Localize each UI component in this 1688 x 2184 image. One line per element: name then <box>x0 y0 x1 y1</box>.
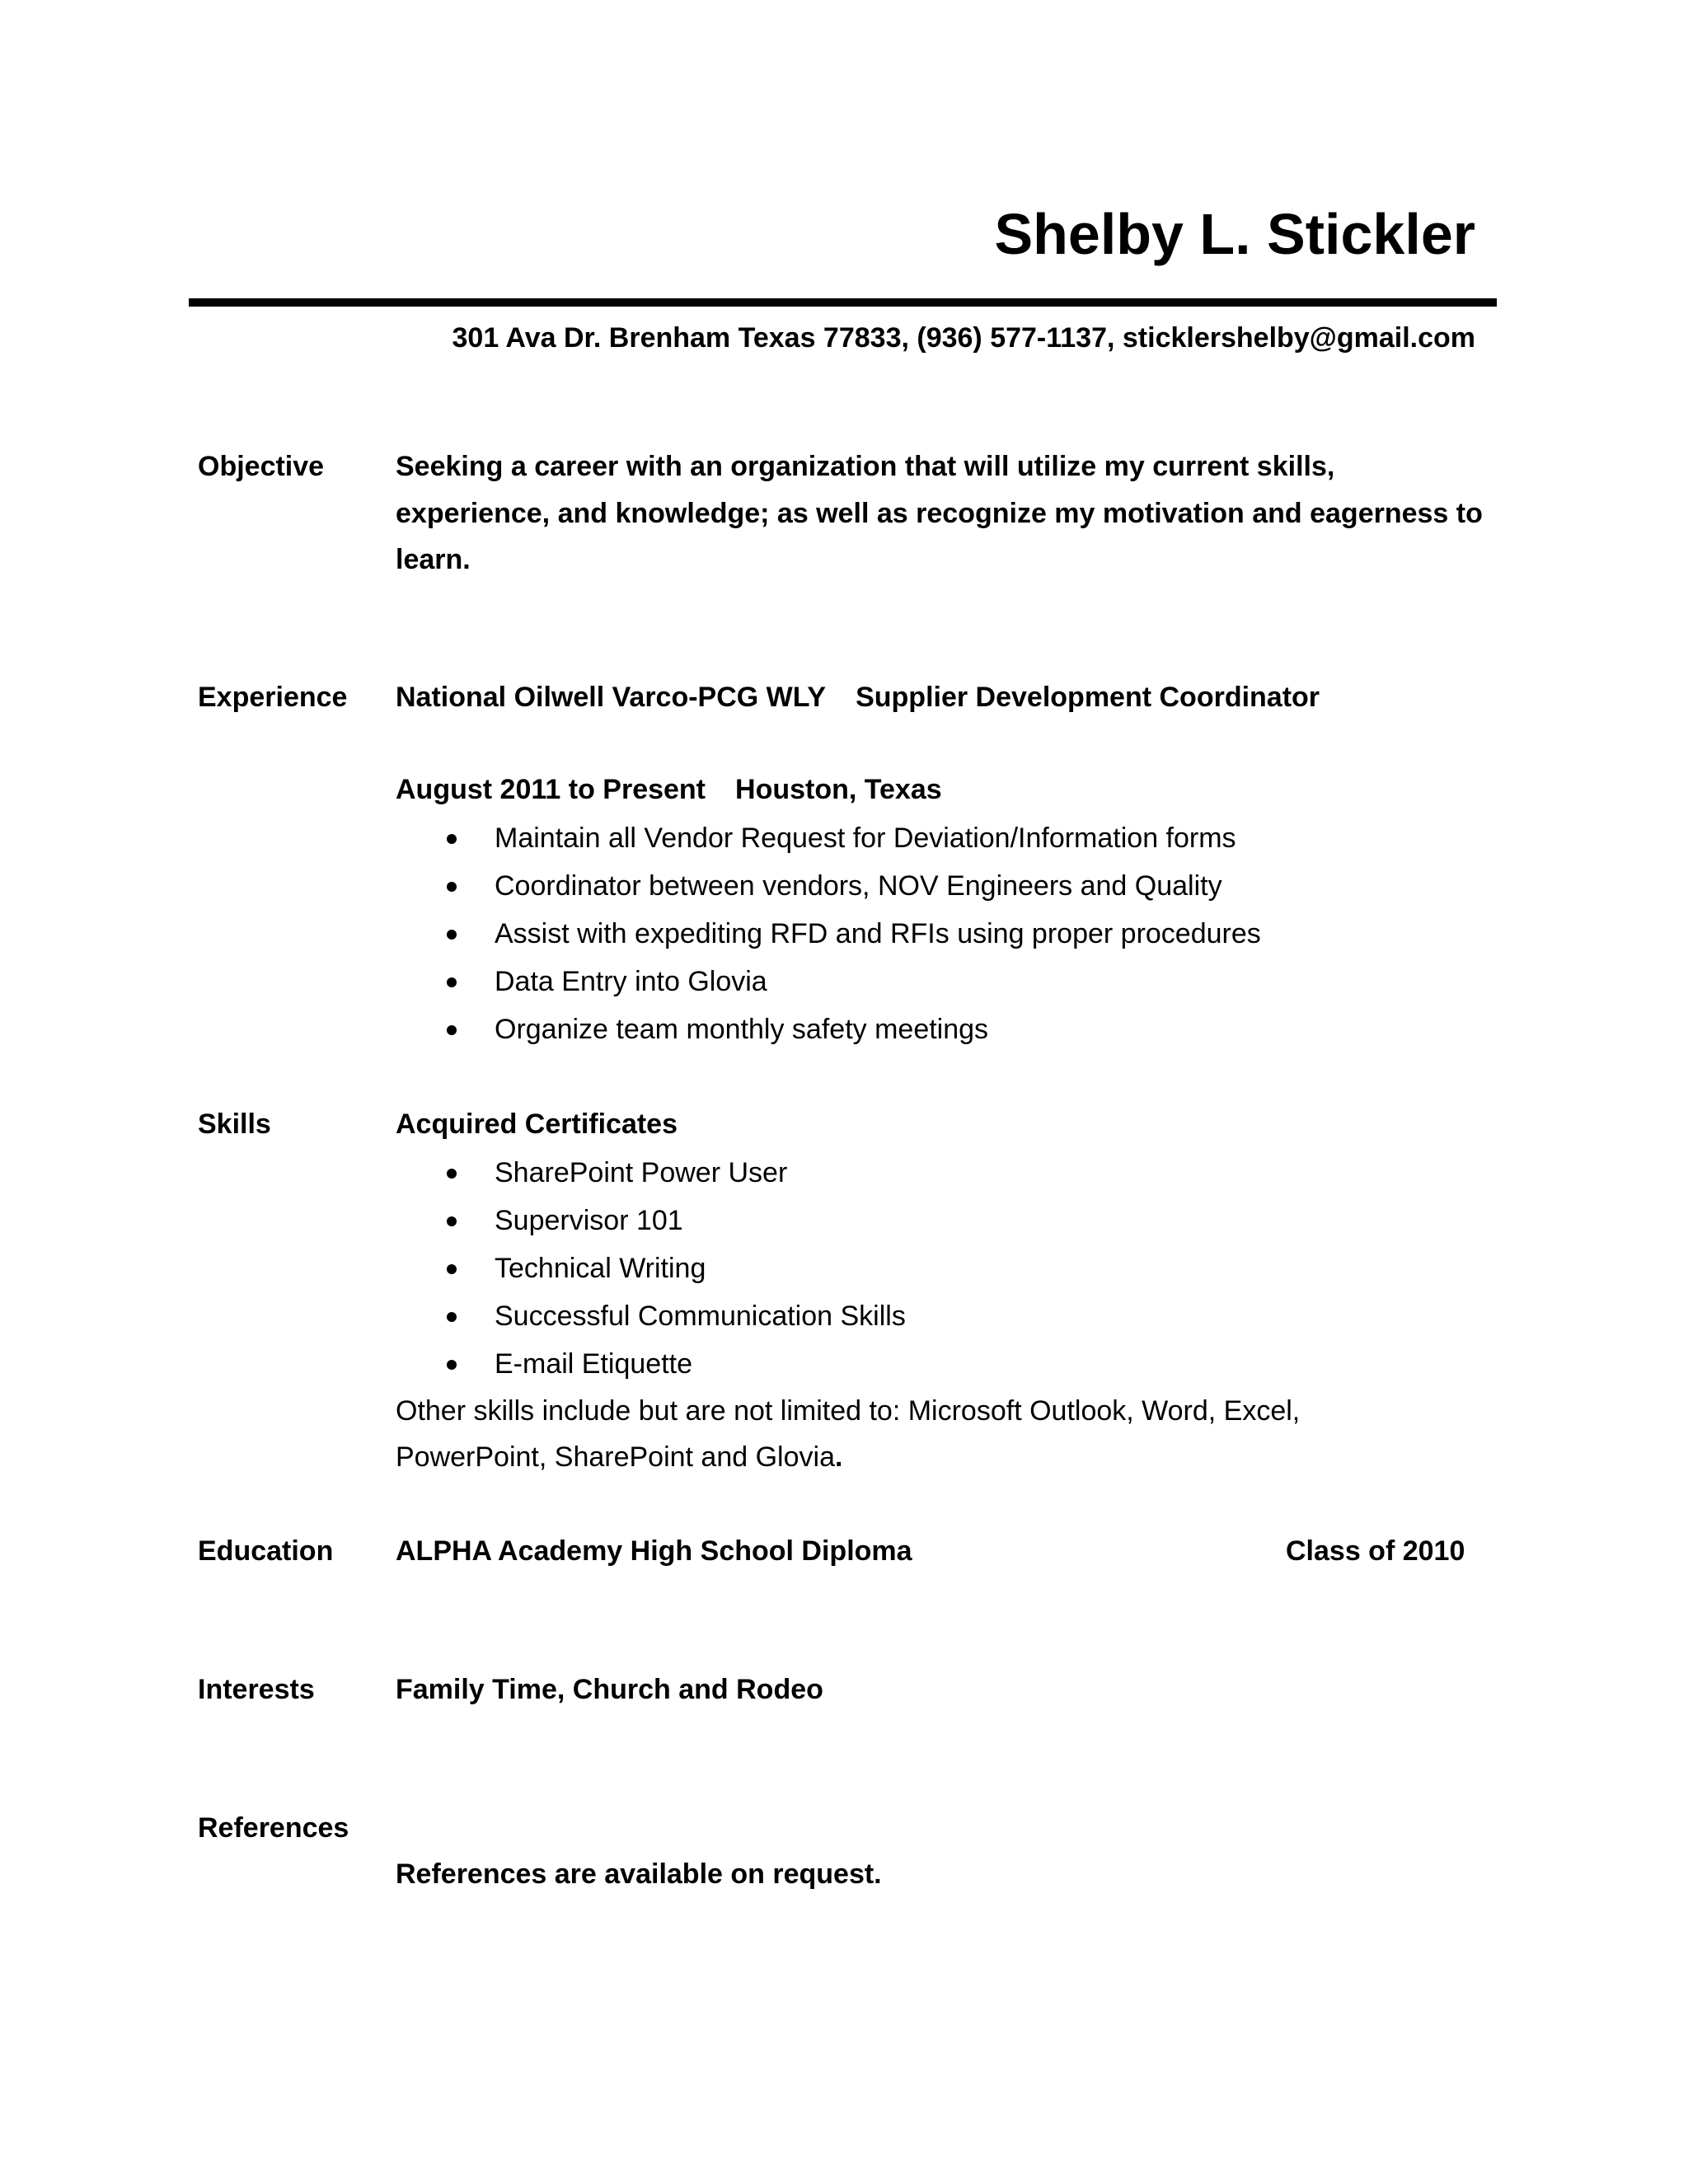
bullet-icon <box>447 977 457 987</box>
skills-label: Skills <box>198 1108 271 1140</box>
other-skills-line-2: PowerPoint, SharePoint and Glovia. <box>396 1441 843 1473</box>
bullet-icon <box>447 1360 457 1370</box>
interests-label: Interests <box>198 1674 315 1705</box>
bullet-icon <box>447 1264 457 1274</box>
bullet-icon <box>447 882 457 892</box>
header-divider <box>189 298 1497 307</box>
other-skills-line-1: Other skills include but are not limited to: Microsoft Outlook, Word, Excel, <box>396 1395 1301 1427</box>
experience-position <box>396 674 1320 721</box>
duties-list <box>396 814 1261 1053</box>
experience-dates-location <box>396 766 942 813</box>
list-item: Coordinator between vendors, NOV Engineers and Quality <box>396 862 1261 910</box>
job-location: Houston, Texas <box>735 774 942 805</box>
applicant-name: Shelby L. Stickler <box>994 202 1475 266</box>
bullet-icon <box>447 930 457 940</box>
list-item: Supervisor 101 <box>396 1197 906 1244</box>
list-item: Maintain all Vendor Request for Deviation/Information forms <box>396 814 1261 862</box>
education-label: Education <box>198 1535 334 1567</box>
certificates-list <box>396 1149 906 1388</box>
certificates-heading: Acquired Certificates <box>396 1108 678 1140</box>
bullet-icon <box>447 1216 457 1226</box>
bullet-icon <box>447 834 457 844</box>
objective-label: Objective <box>198 451 325 482</box>
list-item: Successful Communication Skills <box>396 1292 906 1340</box>
list-item: SharePoint Power User <box>396 1149 906 1197</box>
list-item: E-mail Etiquette <box>396 1340 906 1388</box>
references-label: References <box>198 1812 349 1844</box>
bullet-icon <box>447 1025 457 1035</box>
education-school: ALPHA Academy High School Diploma <box>396 1535 912 1567</box>
objective-text: Seeking a career with an organization that will utilize my current skills, experience, and knowledge; as well as recognize my motivation and eagerness to learn. <box>396 451 1483 575</box>
education-class-of: Class of 2010 <box>1286 1535 1465 1567</box>
bullet-icon <box>447 1169 457 1179</box>
bullet-icon <box>447 1312 457 1322</box>
experience-label: Experience <box>198 682 348 713</box>
interests-text: Family Time, Church and Rodeo <box>396 1674 823 1705</box>
list-item: Organize team monthly safety meetings <box>396 1005 1261 1053</box>
job-title: Supplier Development Coordinator <box>856 682 1320 713</box>
list-item: Data Entry into Glovia <box>396 958 1261 1005</box>
list-item: Technical Writing <box>396 1244 906 1292</box>
references-text: References are available on request. <box>396 1858 882 1890</box>
contact-info: 301 Ava Dr. Brenham Texas 77833, (936) 577-1137, sticklershelby@gmail.com <box>452 322 1475 354</box>
job-dates: August 2011 to Present <box>396 774 706 805</box>
list-item: Assist with expediting RFD and RFIs using proper procedures <box>396 910 1261 958</box>
company-name: National Oilwell Varco-PCG WLY <box>396 682 827 713</box>
